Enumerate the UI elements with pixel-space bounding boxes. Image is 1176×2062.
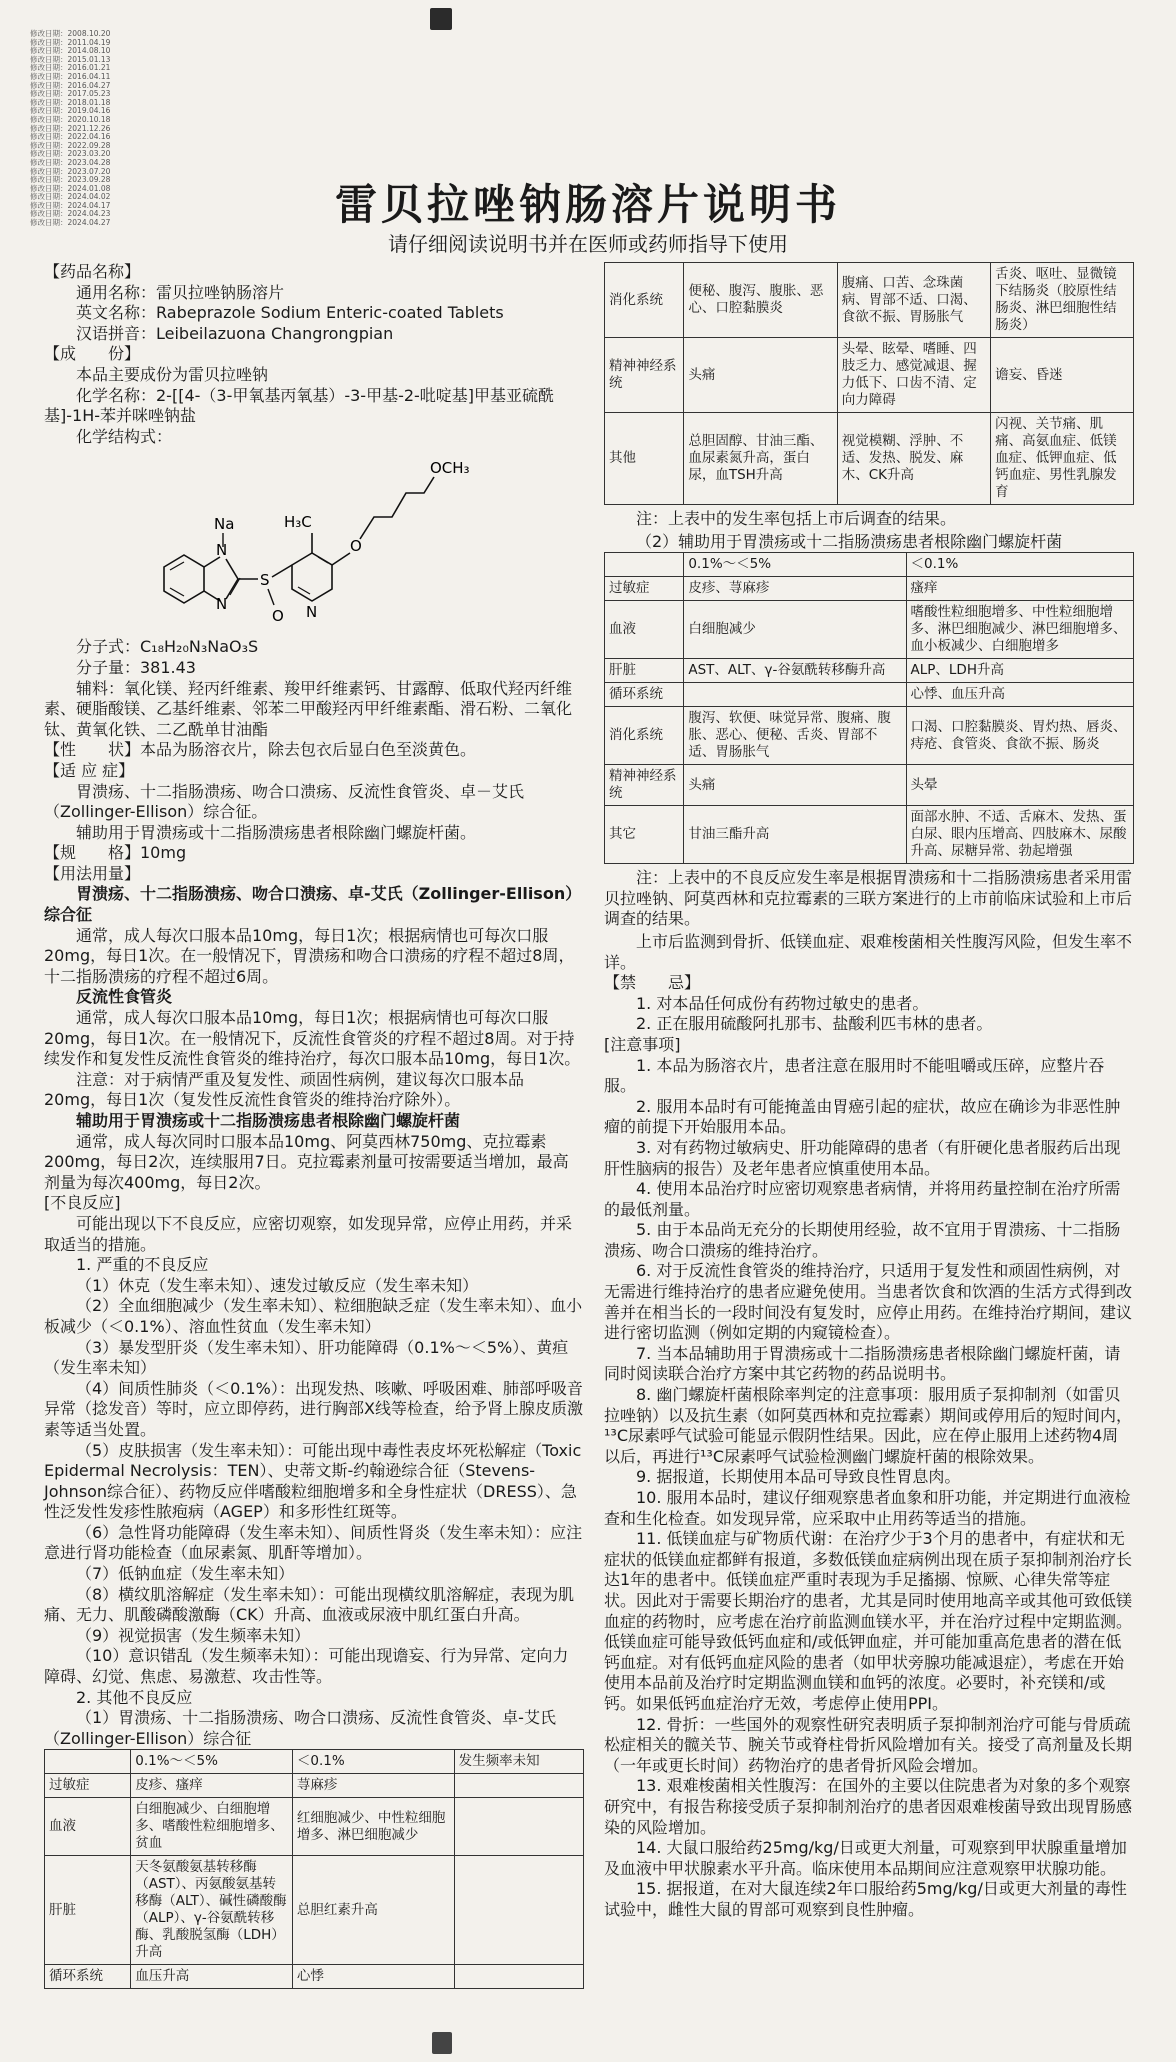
- adr-item-1: （1）休克（发生率未知）、速发过敏反应（发生率未知）: [76, 1275, 479, 1295]
- table-cell: [454, 1798, 583, 1856]
- section-drug-name: 【药品名称】: [44, 262, 141, 281]
- table-cell: 闪视、关节痛、肌痛、高氨血症、低镁血症、低钾血症、低钙血症、男性乳腺发育: [991, 413, 1134, 505]
- punch-mark-top: [430, 8, 452, 30]
- usage-subhead-reflux: 反流性食管炎: [76, 987, 173, 1007]
- precautions-list: [604, 1056, 1134, 1921]
- main-ingredient: 本品主要成份为雷贝拉唑钠: [76, 364, 269, 384]
- table-cell: 精神神经系统: [605, 765, 684, 806]
- revision-date: 修改日期：2023.04.28: [30, 157, 111, 167]
- table-row: [605, 338, 1134, 413]
- table-header-cell: [605, 553, 684, 577]
- structure-diagram: [134, 447, 514, 637]
- section-adverse-reactions: [不良反应]: [44, 1193, 121, 1213]
- usage-note: 注意：对于病情严重及复发性、顽固性病例，建议每次口服本品20mg，每日1次（复发性反流性食管炎的维持治疗除外）。: [44, 1069, 525, 1110]
- table-cell: 血液: [45, 1798, 131, 1856]
- table-cell: 甘油三酯升高: [684, 806, 906, 864]
- generic-name: 通用名称：雷贝拉唑钠肠溶片: [76, 282, 285, 302]
- revision-date: 修改日期：2015.01.13: [30, 54, 111, 64]
- revision-date: 修改日期：2018.01.18: [30, 97, 111, 107]
- revision-date: 修改日期：2008.10.20: [30, 29, 111, 38]
- table-cell: 白细胞减少: [684, 601, 906, 659]
- table-header-cell: ＜0.1%: [292, 1750, 454, 1774]
- atom-o1: O: [272, 607, 284, 626]
- table-cell: 其他: [605, 413, 684, 505]
- precaution-item: 11. 低镁血症与矿物质代谢：在治疗少于3个月的患者中，有症状和无症状的低镁血症都鲜有报道，多数低镁血症病例出现在质子泵抑制剂治疗长达1年的患者中。低镁血症严重时表现为手足搐搦、惊厥、心律失常等症状。因此对于需要长期治疗的患者，尤其是同时使用地高辛或其他可致低镁血症的药物时，应考虑在治疗前监测血镁水平，并在治疗过程中定期监测。低镁血症可能导致低钙血症和/或低钾血症，并可能加重高危患者的潜在低钙血症。对有低钙血症风险的患者（如甲状旁腺功能减退症），考虑在开始使用本品前及治疗时定期监测血镁和血钙的浓度。必要时，补充镁和/或钙。如果低钙血症治疗无效，考虑停止使用PPI。: [604, 1529, 1133, 1713]
- indication-1: 胃溃疡、十二指肠溃疡、吻合口溃疡、反流性食管炎、卓－艾氏（Zollinger-Ellison）综合征。: [44, 781, 525, 822]
- revision-date: 修改日期：2024.04.02: [30, 192, 111, 202]
- adr-serious-head: 1. 严重的不良反应: [76, 1255, 209, 1275]
- usage-ulcer-text: 通常，成人每次口服本品10mg，每日1次；根据病情也可每次口服20mg，每日1次。在一般情况下，胃溃疡和吻合口溃疡的疗程不超过8周，十二指肠溃疡的疗程不超过6周。: [44, 925, 575, 986]
- usage-hp-text: 通常，成人每次同时口服本品10mg、阿莫西林750mg、克拉霉素200mg，每日2次，连续服用7日。克拉霉素剂量可按需要适当增加，最高剂量为每次400mg，每日2次。: [44, 1131, 569, 1192]
- revision-date: 修改日期：2016.01.21: [30, 63, 111, 73]
- pinyin-name: 汉语拼音：Leibeilazuona Changrongpian: [76, 323, 394, 343]
- table-cell: 头痛: [684, 765, 906, 806]
- adr-item-9: （9）视觉损害（发生频率未知）: [76, 1625, 311, 1645]
- table-cell: 消化系统: [605, 263, 684, 338]
- adr-item-6: （6）急性肾功能障碍（发生率未知）、间质性肾炎（发生率未知）：应注意进行肾功能检查（血尿素氮、肌酐等增加）。: [44, 1522, 583, 1563]
- table-row: [605, 707, 1134, 765]
- chemical-name: 化学名称：2-[[4-（3-甲氧基丙氧基）-3-甲基-2-吡啶基]甲基亚硫酰基]-1H-苯并咪唑钠盐: [44, 385, 555, 426]
- table-cell: 心悸、血压升高: [906, 683, 1133, 707]
- indication-2: 辅助用于胃溃疡或十二指肠溃疡患者根除幽门螺旋杆菌。: [76, 822, 477, 842]
- section-precautions: [注意事项]: [604, 1034, 681, 1054]
- adr-other-1: （1）胃溃疡、十二指肠溃疡、吻合口溃疡、反流性食管炎、卓-艾氏（Zollinger-Ellison）综合征: [44, 1708, 556, 1748]
- precaution-item: 4. 使用本品治疗时应密切观察患者病情，并将用药量控制在治疗所需的最低剂量。: [604, 1179, 1121, 1219]
- revision-date: 修改日期：2022.04.16: [30, 132, 111, 142]
- atom-ch3: H₃C: [284, 513, 312, 532]
- table-cell: 消化系统: [605, 707, 684, 765]
- contraindication-2: 2. 正在服用硫酸阿扎那韦、盐酸利匹韦林的患者。: [636, 1014, 993, 1034]
- table-cell: ALP、LDH升高: [906, 659, 1133, 683]
- precaution-item: 5. 由于本品尚无充分的长期使用经验，故不宜用于胃溃疡、十二指肠溃疡、吻合口溃疡的维持治疗。: [604, 1220, 1121, 1260]
- table-cell: 肝脏: [605, 659, 684, 683]
- structure-label: 化学结构式：: [76, 426, 173, 446]
- table-row: [605, 263, 1134, 338]
- right-column: [604, 262, 1134, 1920]
- table-cell: 天冬氨酸氨基转移酶（AST）、丙氨酸氨基转移酶（ALT）、碱性磷酸酶（ALP）、γ-谷氨酰转移酶、乳酸脱氢酶（LDH）升高: [131, 1856, 293, 1965]
- table-2-note: 注：上表中的不良反应发生率是根据胃溃疡和十二指肠溃疡患者采用雷贝拉唑钠、阿莫西林和克拉霉素的三联方案进行的上市前临床试验和上市后调查的结果。: [604, 868, 1133, 929]
- revision-date: 修改日期：2024.04.27: [30, 218, 111, 228]
- table-1-note: 注：上表中的发生率包括上市后调查的结果。: [636, 509, 957, 528]
- usage-reflux-text: 通常，成人每次口服本品10mg，每日1次；根据病情也可每次口服20mg，每日1次。在一般情况下，反流性食管炎的疗程不超过8周。对于持续发作和复发性反流性食管炎的维持治疗，每次口服本品10mg，每日1次。: [44, 1008, 581, 1069]
- molecular-weight: 分子量：381.43: [76, 657, 196, 677]
- punch-mark-bottom: [432, 2032, 452, 2054]
- chemical-structure: [44, 447, 584, 637]
- section-composition: 【成 份】: [44, 344, 141, 364]
- revision-date: 修改日期：2014.08.10: [30, 46, 111, 56]
- table-cell: 血压升高: [131, 1965, 293, 1989]
- revision-date: 修改日期：2016.04.11: [30, 71, 111, 81]
- table-header-cell: 发生频率未知: [454, 1750, 583, 1774]
- contraindication-1: 1. 对本品任何成份有药物过敏史的患者。: [636, 993, 929, 1013]
- table-cell: 面部水肿、不适、舌麻木、发热、蛋白尿、眼内压增高、四肢麻木、尿酸升高、尿糖异常、勃起增强: [906, 806, 1133, 864]
- table-cell: 皮疹、荨麻疹: [684, 577, 906, 601]
- table-cell: 头痛: [684, 338, 837, 413]
- precaution-item: 10. 服用本品时，建议仔细观察患者血象和肝功能，并定期进行血液检查和生化检查。如发现异常，应采取中止用药等适当的措施。: [604, 1488, 1131, 1528]
- table-cell: 瘙痒: [906, 577, 1133, 601]
- excipients: 辅料：氧化镁、羟丙纤维素、羧甲纤维素钙、甘露醇、低取代羟丙纤维素、硬脂酸镁、乙基纤维素、邻苯二甲酸羟丙甲纤维素酯、滑石粉、二氧化钛、黄氧化铁、二乙酰单甘油酯: [44, 678, 573, 739]
- adr-item-3: （3）暴发型肝炎（发生率未知）、肝功能障碍（0.1%～＜5%）、黄疸（发生率未知）: [44, 1337, 569, 1378]
- postmarket-note: 上市后监测到骨折、低镁血症、艰难梭菌相关性腹泻风险，但发生率不详。: [604, 931, 1133, 972]
- precaution-item: 9. 据报道，长期使用本品可导致良性胃息肉。: [636, 1467, 961, 1487]
- atom-och3: OCH₃: [430, 459, 470, 478]
- table-row: [45, 1798, 584, 1856]
- table-cell: 舌炎、呕吐、显微镜下结肠炎（胶原性结肠炎、淋巴细胞性结肠炎）: [991, 263, 1134, 338]
- revision-date: 修改日期：2022.09.28: [30, 140, 111, 150]
- table-row: [605, 577, 1134, 601]
- table-header-cell: ＜0.1%: [906, 553, 1133, 577]
- table-header-cell: [45, 1750, 131, 1774]
- revision-date: 修改日期：2023.09.28: [30, 175, 111, 185]
- table-cell: 心悸: [292, 1965, 454, 1989]
- adr-item-7: （7）低钠血症（发生率未知）: [76, 1564, 295, 1584]
- section-contraindications: 【禁 忌】: [604, 973, 701, 993]
- table-header-cell: 0.1%～＜5%: [684, 553, 906, 577]
- table-cell: 白细胞减少、白细胞增多、嗜酸性粒细胞增多、贫血: [131, 1798, 293, 1856]
- adr-item-2: （2）全血细胞减少（发生率未知）、粒细胞缺乏症（发生率未知）、血小板减少（＜0.1%）、溶血性贫血（发生率未知）: [44, 1296, 583, 1336]
- table-cell: 头晕: [906, 765, 1133, 806]
- revision-date: 修改日期：2019.04.16: [30, 106, 111, 116]
- adr-table-2: [604, 552, 1134, 864]
- table-cell: 谵妄、昏迷: [991, 338, 1134, 413]
- precaution-item: 6. 对于反流性食管炎的维持治疗，只适用于复发性和顽固性病例，对无需进行维持治疗的患者应避免使用。当患者饮食和饮酒的生活方式得到改善并在相当长的一段时间没有复发时，应停止用药。在维持治疗期间，建议进行密切监测（例如定期的内窥镜检查）。: [604, 1261, 1133, 1343]
- table-cell: 荨麻疹: [292, 1774, 454, 1798]
- table-header-row: [605, 553, 1134, 577]
- table-row: [605, 683, 1134, 707]
- left-column: [44, 262, 584, 1989]
- english-name: 英文名称：Rabeprazole Sodium Enteric-coated Tablets: [76, 303, 504, 323]
- adr-item-5: （5）皮肤损害（发生率未知）：可能出现中毒性表皮坏死松解症（Toxic Epidermal Necrolysis：TEN）、史蒂文斯-约翰逊综合征（Stevens-Johnson综合征）、药物反应伴嗜酸粒细胞增多和全身性症状（DRESS）、急性泛发性发疹性脓疱病（AGEP）和多形性红斑等。: [44, 1440, 582, 1522]
- precaution-item: 1. 本品为肠溶衣片，患者注意在服用时不能咀嚼或压碎，应整片吞服。: [604, 1055, 1105, 1096]
- adr-intro: 可能出现以下不良反应，应密切观察，如发现异常，应停止用药，并采取适当的措施。: [44, 1213, 573, 1254]
- atom-o2: O: [350, 537, 362, 556]
- revision-date: 修改日期：2017.05.23: [30, 89, 111, 99]
- adr-other-2: （2）辅助用于胃溃疡或十二指肠溃疡患者根除幽门螺旋杆菌: [636, 531, 1063, 551]
- adr-table-1-continued: [604, 262, 1134, 505]
- table-row: [45, 1774, 584, 1798]
- section-characteristics: 【性 状】本品为肠溶衣片，除去包衣后显白色至淡黄色。: [44, 740, 477, 760]
- adr-item-4: （4）间质性肺炎（＜0.1%）：出现发热、咳嗽、呼吸困难、肺部呼吸音异常（捻发音）等时，应立即停药，进行胸部X线等检查，给予肾上腺皮质激素等适当处置。: [44, 1378, 583, 1439]
- table-cell: [454, 1856, 583, 1965]
- table-cell: [454, 1774, 583, 1798]
- usage-subhead-ulcer: 胃溃疡、十二指肠溃疡、吻合口溃疡、卓-艾氏（Zollinger-Ellison）综合征: [44, 884, 582, 925]
- precaution-item: 12. 骨折：一些国外的观察性研究表明质子泵抑制剂治疗可能与骨质疏松症相关的髋关节、腕关节或脊柱骨折风险增加有关。接受了高剂量及长期（一年或更长时间）药物治疗的患者骨折风险会增加。: [604, 1714, 1133, 1775]
- table-cell: 其它: [605, 806, 684, 864]
- adr-item-10: （10）意识错乱（发生频率未知）：可能出现谵妄、行为异常、定向力障碍、幻觉、焦虑、易激惹、攻击性等。: [44, 1646, 569, 1687]
- document-subtitle: 请仔细阅读说明书并在医师或药师指导下使用: [388, 232, 788, 256]
- revision-date: 修改日期：2023.03.20: [30, 149, 111, 159]
- table-cell: 视觉模糊、浮肿、不适、发热、脱发、麻木、CK升高: [837, 413, 990, 505]
- table-row: [605, 765, 1134, 806]
- revision-date: 修改日期：2024.01.08: [30, 183, 111, 193]
- precaution-item: 13. 艰难梭菌相关性腹泻：在国外的主要以住院患者为对象的多个观察研究中，有报告称接受质子泵抑制剂治疗的患者因艰难梭菌导致出现胃肠感染的风险增加。: [604, 1776, 1133, 1837]
- table-cell: 总胆固醇、甘油三酯、血尿素氮升高，蛋白尿，血TSH升高: [684, 413, 837, 505]
- table-cell: AST、ALT、γ-谷氨酰转移酶升高: [684, 659, 906, 683]
- table-row: [45, 1965, 584, 1989]
- revision-date: 修改日期：2024.04.17: [30, 200, 111, 210]
- table-cell: 循环系统: [605, 683, 684, 707]
- document-title: 雷贝拉唑钠肠溶片说明书: [334, 180, 841, 229]
- table-cell: 红细胞减少、中性粒细胞增多、淋巴细胞减少: [292, 1798, 454, 1856]
- table-row: [605, 413, 1134, 505]
- adr-item-8: （8）横纹肌溶解症（发生率未知）：可能出现横纹肌溶解症，表现为肌痛、无力、肌酸磷酸激酶（CK）升高、血液或尿液中肌红蛋白升高。: [44, 1584, 575, 1625]
- atom-n1: N: [216, 541, 228, 560]
- revision-date: 修改日期：2023.07.20: [30, 166, 111, 176]
- atom-n2: N: [216, 595, 228, 614]
- revision-date: 修改日期：2021.12.26: [30, 123, 111, 133]
- table-row: [605, 659, 1134, 683]
- precaution-item: 7. 当本品辅助用于胃溃疡或十二指肠溃疡患者根除幽门螺旋杆菌，请同时阅读联合治疗方案中其它药物的药品说明书。: [604, 1343, 1121, 1384]
- precaution-item: 8. 幽门螺旋杆菌根除率判定的注意事项：服用质子泵抑制剂（如雷贝拉唑钠）以及抗生素（如阿莫西林和克拉霉素）期间或停用后的短时间内，¹³C尿素呼气试验可能显示假阴性结果。因此，应在停止服用上述药物4周以后，再进行¹³C尿素呼气试验检测幽门螺旋杆菌的根除效果。: [604, 1385, 1133, 1466]
- section-usage: 【用法用量】: [44, 863, 141, 883]
- usage-subhead-hp: 辅助用于胃溃疡或十二指肠溃疡患者根除幽门螺旋杆菌: [76, 1111, 461, 1130]
- table-cell: 血液: [605, 601, 684, 659]
- revision-date: 修改日期：2020.10.18: [30, 114, 111, 124]
- table-cell: 过敏症: [605, 577, 684, 601]
- table-row: [605, 601, 1134, 659]
- table-header-cell: 0.1%～＜5%: [131, 1750, 293, 1774]
- revision-date: 修改日期：2011.04.19: [30, 37, 111, 47]
- adr-table-1: [44, 1749, 584, 1989]
- table-cell: 皮疹、瘙痒: [131, 1774, 293, 1798]
- table-cell: 肝脏: [45, 1856, 131, 1965]
- table-cell: 过敏症: [45, 1774, 131, 1798]
- table-cell: 腹痛、口苦、念珠菌病、胃部不适、口渴、食欲不振、胃肠胀气: [837, 263, 990, 338]
- table-cell: 头晕、眩晕、嗜睡、四肢乏力、感觉减退、握力低下、口齿不清、定向力障碍: [837, 338, 990, 413]
- table-cell: [684, 683, 906, 707]
- section-specification: 【规 格】10mg: [44, 843, 187, 863]
- precaution-item: 14. 大鼠口服给药25mg/kg/日或更大剂量，可观察到甲状腺重量增加及血液中甲状腺素水平升高。临床使用本品期间应注意观察甲状腺功能。: [604, 1838, 1127, 1878]
- precaution-item: 2. 服用本品时有可能掩盖由胃癌引起的症状，故应在确诊为非恶性肿瘤的前提下开始服用本品。: [604, 1096, 1121, 1137]
- atom-na: Na: [214, 515, 235, 534]
- revision-date: 修改日期：2024.04.23: [30, 209, 111, 219]
- table-cell: 精神神经系统: [605, 338, 684, 413]
- atom-s: S: [260, 571, 270, 590]
- precaution-item: 3. 对有药物过敏病史、肝功能障碍的患者（有肝硬化患者服药后出现肝性脑病的报告）及老年患者应慎重使用本品。: [604, 1137, 1121, 1178]
- table-cell: 口渴、口腔黏膜炎、胃灼热、唇炎、痔疮、食管炎、食欲不振、肠炎: [906, 707, 1133, 765]
- revision-date: 修改日期：2016.04.27: [30, 80, 111, 90]
- table-cell: 循环系统: [45, 1965, 131, 1989]
- table-row: [45, 1856, 584, 1965]
- molecular-formula: 分子式：C₁₈H₂₀N₃NaO₃S: [76, 637, 259, 657]
- table-cell: 腹泻、软便、味觉异常、腹痛、腹胀、恶心、便秘、舌炎、胃部不适、胃肠胀气: [684, 707, 906, 765]
- adr-other-head: 2. 其他不良反应: [76, 1687, 193, 1707]
- atom-n3: N: [306, 603, 318, 622]
- table-row: [605, 806, 1134, 864]
- table-cell: [454, 1965, 583, 1989]
- table-header-row: [45, 1750, 584, 1774]
- section-indications: 【适 应 症】: [44, 760, 135, 780]
- precaution-item: 15. 据报道，在对大鼠连续2年口服给药5mg/kg/日或更大剂量的毒性试验中，雌性大鼠的胃部可观察到良性肿瘤。: [604, 1879, 1127, 1919]
- table-cell: 便秘、腹泻、腹胀、恶心、口腔黏膜炎: [684, 263, 837, 338]
- table-cell: 总胆红素升高: [292, 1856, 454, 1965]
- table-cell: 嗜酸性粒细胞增多、中性粒细胞增多、淋巴细胞减少、淋巴细胞增多、血小板减少、白细胞增多: [906, 601, 1133, 659]
